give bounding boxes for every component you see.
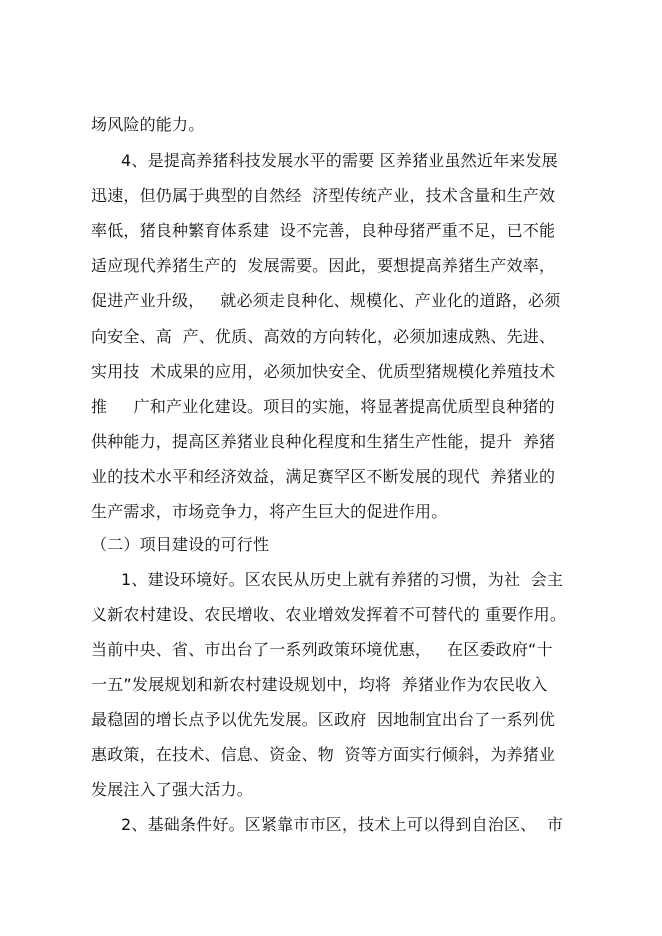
text-line: 1、建设环境好。区农民从历史上就有养猪的习惯，为社 会主: [121, 570, 564, 589]
text-line: 迅速，但仍属于典型的自然经 济型传统产业，技术含量和生产效: [91, 186, 556, 205]
text-line: 适应现代养猪生产的 发展需要。因此，要想提高养猪生产效率，: [91, 256, 556, 275]
text-line: 推 广和产业化建设。项目的实施，将显著提高优质型良种猪的: [91, 397, 555, 416]
text-line: 一五”发展规划和新农村建设规划中，均将 养猪业作为农民收入: [91, 675, 548, 694]
section-heading: （二）项目建设的可行性: [91, 535, 270, 554]
text-line: 率低，猪良种繁育体系建 设不完善，良种母猪严重不足，已不能: [91, 221, 556, 240]
text-line: 当前中央、省、市出台了一系列政策环境优惠， 在区委政府“十: [91, 640, 553, 659]
text-line: 最稳固的增长点予以优先发展。区政府 因地制宜出台了一系列优: [91, 710, 556, 729]
text-line: 惠政策，在技术、信息、资金、物 资等方面实行倾斜，为养猪业: [91, 745, 556, 764]
text-line: 向安全、高 产、优质、高效的方向转化，必须加速成熟、先进、: [91, 327, 556, 346]
text-line: 义新农村建设、农民增收、农业增效发挥着不可替代的 重要作用。: [91, 605, 567, 624]
text-line: 实用技 术成果的应用，必须加快安全、优质型猪规模化养殖技术: [91, 362, 556, 381]
text-line: 4、是提高养猪科技发展水平的需要 区养猪业虽然近年来发展: [121, 151, 558, 170]
text-line: 发展注入了强大活力。: [91, 780, 254, 799]
text-line: 2、基础条件好。区紧靠市市区，技术上可以得到自治区、 市: [121, 815, 564, 834]
text-line: 供种能力，提高区养猪业良种化程度和生猪生产性能，提升 养猪: [91, 432, 556, 451]
text-line: 生产需求，市场竞争力，将产生巨大的促进作用。: [91, 502, 448, 521]
text-line: 场风险的能力。: [91, 115, 205, 134]
text-line: 业的技术水平和经济效益，满足赛罕区不断发展的现代 养猪业的: [91, 467, 556, 486]
text-line: 促进产业升级， 就必须走良种化、规模化、产业化的道路，必须: [91, 291, 561, 310]
